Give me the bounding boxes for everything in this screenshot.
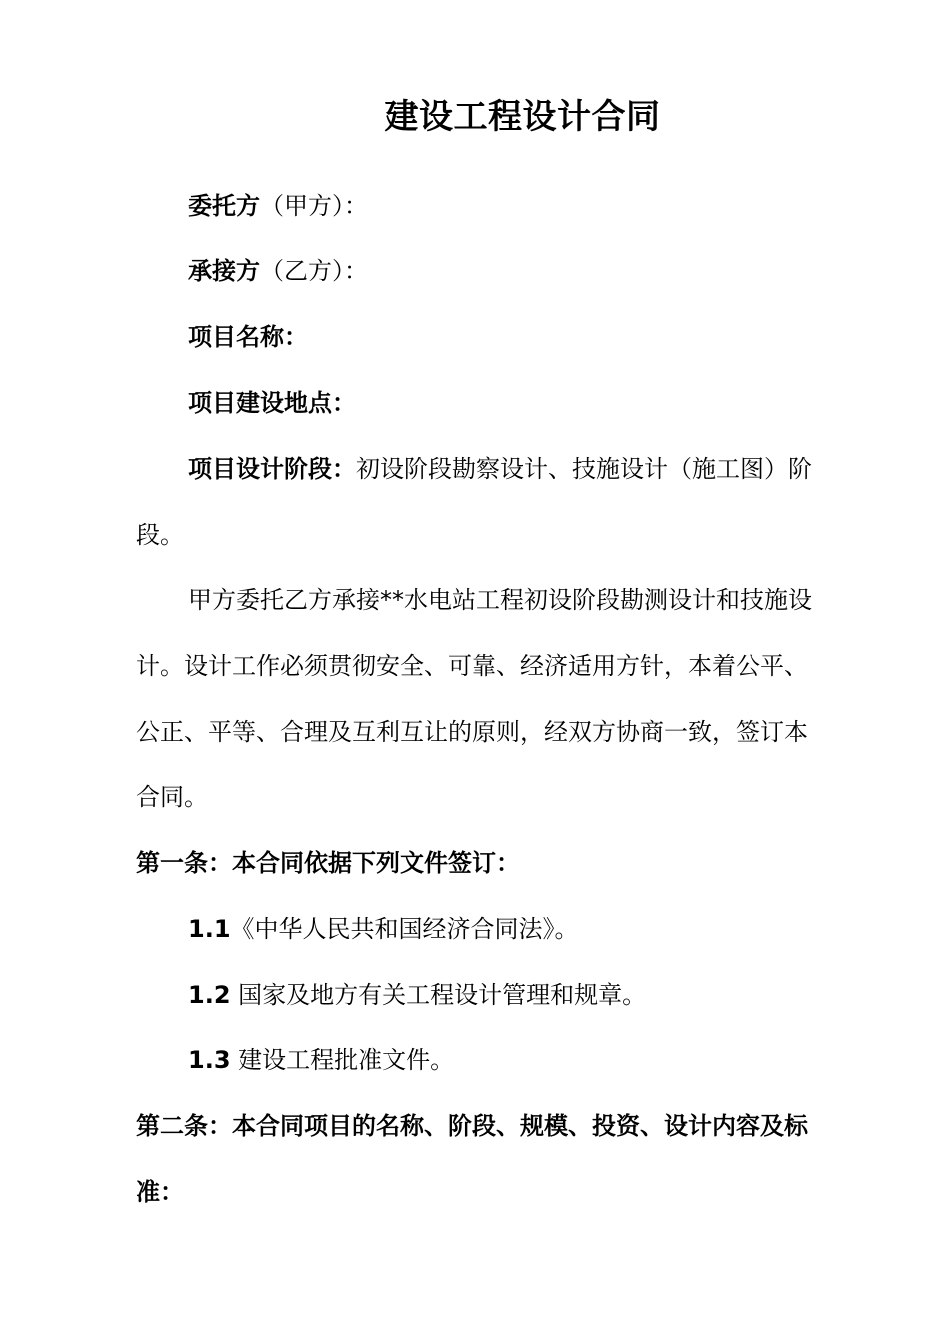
field-contractor [188, 251, 852, 291]
article-1-item-1-number: 1.1 [188, 915, 231, 943]
article-1-item-2 [188, 975, 852, 1015]
article-2-heading-line-2: 准： [136, 1178, 184, 1206]
field-project-name-label: 项目名称： [188, 323, 308, 351]
field-project-location [188, 383, 852, 423]
field-design-stage-value: 初设阶段勘察设计、技施设计（施工图）阶 [356, 455, 812, 483]
article-1-item-2-number: 1.2 [188, 981, 231, 1009]
field-client-label: 委托方 [188, 192, 260, 220]
article-1-item-3 [188, 1040, 852, 1080]
article-1-heading: 第一条：本合同依据下列文件签订： [136, 849, 520, 877]
field-client-suffix: （甲方）： [260, 192, 368, 220]
article-1-item-3-number: 1.3 [188, 1046, 231, 1074]
document-title: 建设工程设计合同 [384, 97, 661, 137]
intro-line-3: 公正、平等、合理及互利互让的原则，经双方协商一致，签订本 [136, 718, 808, 746]
field-contractor-suffix: （乙方）： [260, 257, 368, 285]
article-1-item-1 [188, 909, 852, 949]
field-project-location-label: 项目建设地点： [188, 389, 356, 417]
intro-line-4: 合同。 [136, 783, 208, 811]
article-1-item-1-text: 《中华人民共和国经济合同法》。 [230, 915, 579, 943]
intro-line-2: 计。设计工作必须贯彻安全、可靠、经济适用方针，本着公平、 [136, 652, 808, 680]
field-contractor-label: 承接方 [188, 257, 260, 285]
intro-line-1: 甲方委托乙方承接**水电站工程初设阶段勘测设计和技施设 [188, 586, 812, 614]
field-client [188, 186, 852, 226]
field-project-name [188, 317, 852, 357]
article-2-heading-line-1: 第二条：本合同项目的名称、阶段、规模、投资、设计内容及标 [136, 1112, 808, 1140]
field-design-stage-continuation: 段。 [136, 521, 184, 549]
field-design-stage-label: 项目设计阶段： [188, 455, 356, 483]
article-1-item-3-text: 建设工程批准文件。 [230, 1046, 455, 1074]
article-1-item-2-text: 国家及地方有关工程设计管理和规章。 [230, 981, 647, 1009]
field-design-stage [188, 449, 852, 489]
